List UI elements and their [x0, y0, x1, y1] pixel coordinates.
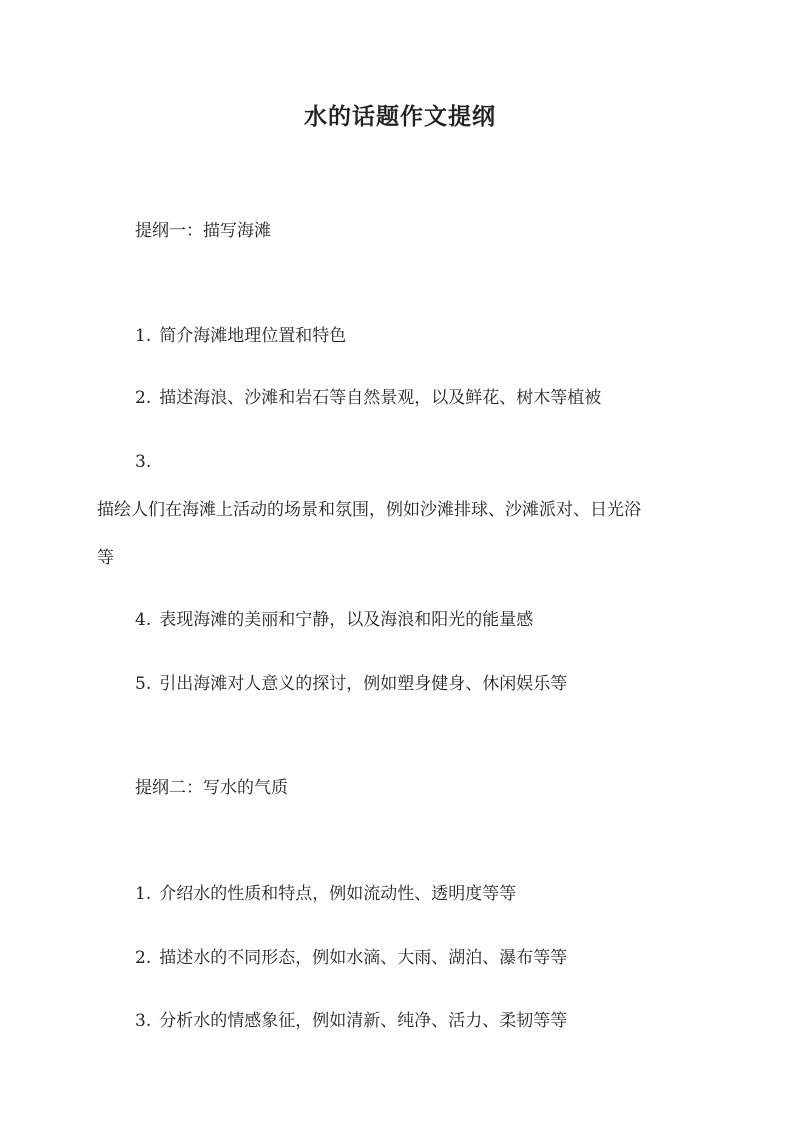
outline-1-item-2 [135, 385, 601, 411]
item-text: 简介海滩地理位置和特色 [159, 326, 347, 346]
outline-2-item-2 [135, 945, 567, 971]
outline-2-item-3 [135, 1008, 567, 1034]
outline-2-item-1 [135, 881, 516, 907]
item-number: 1. [135, 884, 152, 904]
outline-1-item-3-text-line-2: 等 [97, 548, 114, 568]
outline-2-heading: 提纲二：写水的气质 [135, 778, 288, 798]
item-text: 表现海滩的美丽和宁静，以及海浪和阳光的能量感 [159, 610, 534, 630]
outline-1-item-3-number: 3. [135, 452, 152, 472]
outline-1-heading: 提纲一：描写海滩 [135, 221, 271, 241]
outline-1-item-3-text-line-1: 描绘人们在海滩上活动的场景和氛围，例如沙滩排球、沙滩派对、日光浴 [97, 500, 641, 520]
item-text: 引出海滩对人意义的探讨，例如塑身健身、休闲娱乐等 [159, 674, 568, 694]
item-number: 2. [135, 948, 152, 968]
item-number: 3. [135, 1011, 152, 1031]
item-number: 4. [135, 610, 152, 630]
outline-1-item-4 [135, 607, 533, 633]
item-text: 介绍水的性质和特点，例如流动性、透明度等等 [159, 884, 517, 904]
item-text: 描述海浪、沙滩和岩石等自然景观，以及鲜花、树木等植被 [159, 388, 602, 408]
item-number: 1. [135, 326, 152, 346]
item-text: 分析水的情感象征，例如清新、纯净、活力、柔韧等等 [159, 1011, 568, 1031]
outline-1-item-1 [135, 323, 346, 349]
item-number: 5. [135, 674, 152, 694]
item-number: 2. [135, 388, 152, 408]
item-text: 描述水的不同形态，例如水滴、大雨、湖泊、瀑布等等 [159, 948, 568, 968]
outline-1-item-5 [135, 671, 567, 697]
document-title: 水的话题作文提纲 [304, 103, 496, 130]
